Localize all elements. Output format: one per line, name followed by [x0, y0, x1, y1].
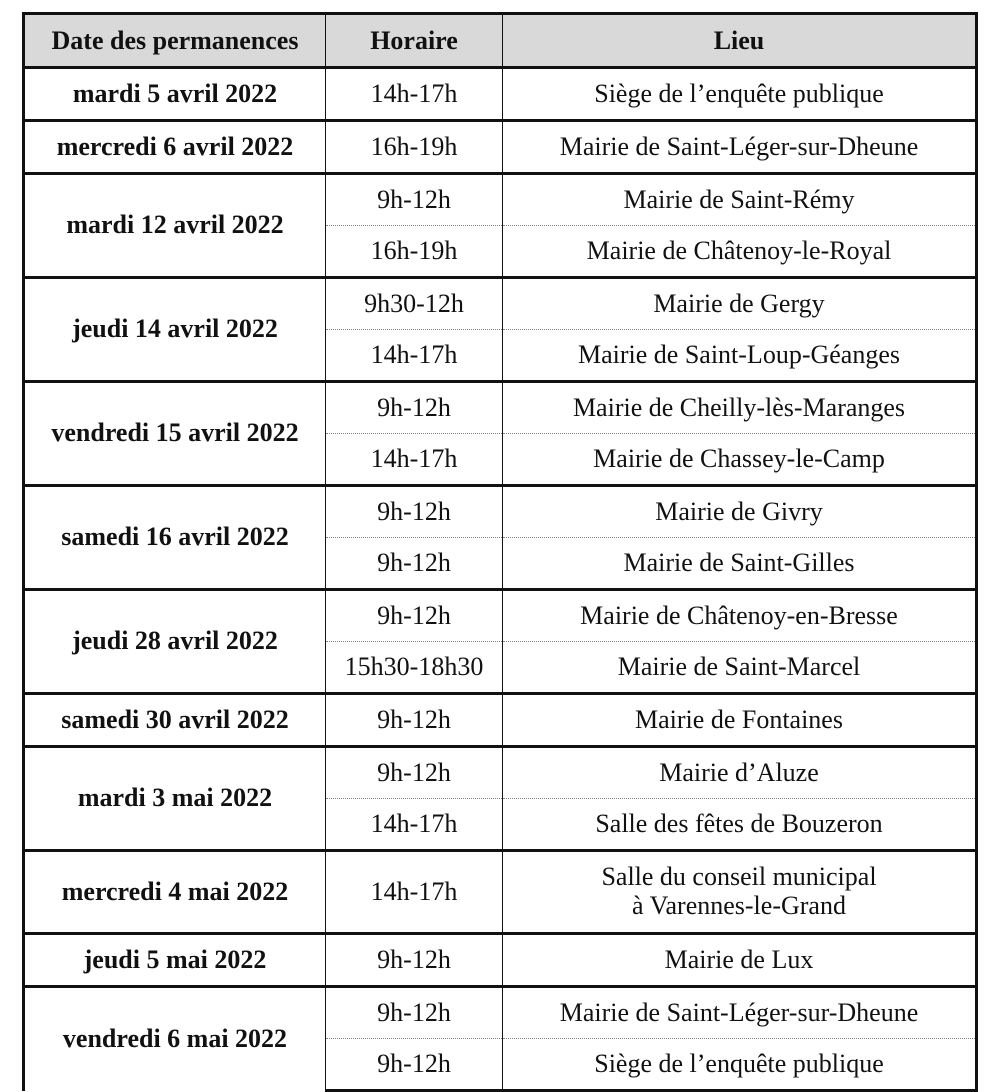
place-cell: Mairie de Saint-Marcel [503, 642, 977, 694]
table-row [24, 68, 977, 121]
date-cell: jeudi 14 avril 2022 [24, 278, 326, 382]
header-row [24, 14, 977, 68]
place-cell: Mairie de Châtenoy-en-Bresse [503, 590, 977, 642]
place-cell: Mairie de Saint-Loup-Géanges [503, 330, 977, 382]
date-cell: vendredi 15 avril 2022 [24, 382, 326, 486]
hour-cell: 14h-17h [326, 799, 503, 851]
table-row [24, 174, 977, 226]
place-cell: Mairie de Cheilly-lès-Maranges [503, 382, 977, 434]
place-cell: Mairie de Lux [503, 934, 977, 987]
hour-cell: 9h-12h [326, 382, 503, 434]
hour-cell: 16h-19h [326, 121, 503, 174]
header-date: Date des permanences [24, 14, 326, 68]
table-row [24, 747, 977, 799]
date-cell: jeudi 28 avril 2022 [24, 590, 326, 694]
table-row [24, 121, 977, 174]
date-cell: samedi 30 avril 2022 [24, 694, 326, 747]
table-row [24, 987, 977, 1039]
date-cell: mercredi 6 avril 2022 [24, 121, 326, 174]
date-cell: mardi 5 avril 2022 [24, 68, 326, 121]
hour-cell: 9h-12h [326, 694, 503, 747]
date-cell: jeudi 5 mai 2022 [24, 934, 326, 987]
place-cell [503, 851, 977, 934]
place-cell: Mairie de Gergy [503, 278, 977, 330]
place-cell: Siège de l’enquête publique [503, 1039, 977, 1091]
date-cell: vendredi 6 mai 2022 [24, 987, 326, 1091]
date-cell: mercredi 4 mai 2022 [24, 851, 326, 934]
hour-cell: 9h-12h [326, 934, 503, 987]
hour-cell: 14h-17h [326, 851, 503, 934]
place-line: à Varennes-le-Grand [632, 891, 846, 920]
place-cell: Mairie de Saint-Léger-sur-Dheune [503, 987, 977, 1039]
hour-cell: 9h30-12h [326, 278, 503, 330]
hour-cell: 9h-12h [326, 590, 503, 642]
table-row [24, 486, 977, 538]
hour-cell: 9h-12h [326, 987, 503, 1039]
place-cell: Mairie de Fontaines [503, 694, 977, 747]
table-row [24, 934, 977, 987]
hour-cell: 14h-17h [326, 434, 503, 486]
hour-cell: 14h-17h [326, 330, 503, 382]
hour-cell: 9h-12h [326, 747, 503, 799]
header-hour: Horaire [326, 14, 503, 68]
place-cell: Mairie de Chassey-le-Camp [503, 434, 977, 486]
place-cell: Mairie de Saint-Rémy [503, 174, 977, 226]
hour-cell: 9h-12h [326, 538, 503, 590]
table-row [24, 278, 977, 330]
place-cell: Siège de l’enquête publique [503, 68, 977, 121]
header-place: Lieu [503, 14, 977, 68]
place-cell: Mairie de Givry [503, 486, 977, 538]
date-cell: mardi 12 avril 2022 [24, 174, 326, 278]
hour-cell: 15h30-18h30 [326, 642, 503, 694]
date-cell: mardi 3 mai 2022 [24, 747, 326, 851]
hour-cell: 9h-12h [326, 486, 503, 538]
hour-cell: 9h-12h [326, 1039, 503, 1091]
place-cell: Mairie de Saint-Léger-sur-Dheune [503, 121, 977, 174]
table-row [24, 694, 977, 747]
hour-cell: 14h-17h [326, 68, 503, 121]
hour-cell: 9h-12h [326, 174, 503, 226]
table-row [24, 382, 977, 434]
table-body [24, 68, 977, 1091]
place-cell: Mairie de Châtenoy-le-Royal [503, 226, 977, 278]
table-row [24, 590, 977, 642]
place-cell: Mairie de Saint-Gilles [503, 538, 977, 590]
place-cell: Mairie d’Aluze [503, 747, 977, 799]
date-cell: samedi 16 avril 2022 [24, 486, 326, 590]
table-row [24, 851, 977, 934]
place-line: Salle du conseil municipal [601, 862, 877, 892]
permanences-table [22, 12, 978, 1092]
hour-cell: 16h-19h [326, 226, 503, 278]
place-cell: Salle des fêtes de Bouzeron [503, 799, 977, 851]
